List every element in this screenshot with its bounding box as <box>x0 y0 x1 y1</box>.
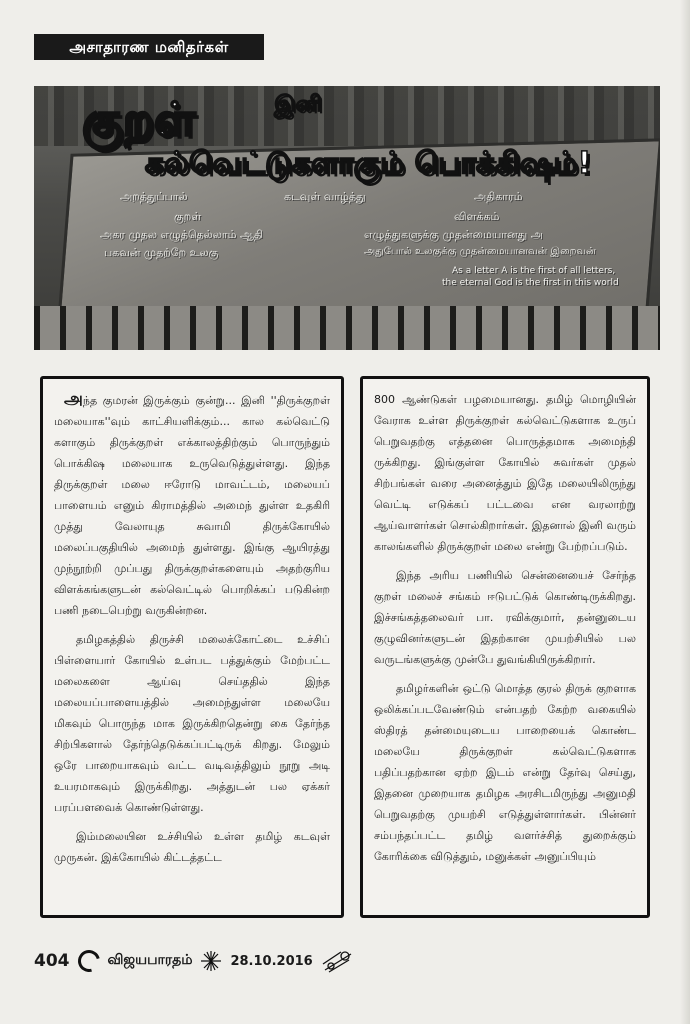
stone-english-text: the eternal God is the first in this world <box>442 278 619 288</box>
magazine-logo-icon <box>73 946 103 976</box>
paragraph: 800 ஆண்டுகள் பழமையானது. தமிழ் மொழியின் வேராக உள்ள திருக்குறள் கல்வெட்டுகளாக உருப் பெறுவதற்கு எத்தனை பொருத்தமாக அமைந்தி ருக்கிறது. இங்குள்ள கோயில் சுவர்கள் முதல் சிற்பங்கள் வரை அனைத்தும் இதே மலையிலிருந்து வெட்டி எடுக்கப் பட்டவை என வரலாற்று ஆய்வாளர்கள் சொல்கிறார்கள். இதனால் இனி வரும் காலங்களில் திருக்குறள் மலை என்று பேற்றப்படும். <box>374 393 636 553</box>
paragraph: தமிழகத்தில் திருச்சி மலைக்கோட்டை உச்சிப் பிள்ளையார் கோயில் உள்பட பத்துக்கும் மேற்பட்ட மலைகளை ஆய்வு செய்ததில் இந்த மலையப்பாளையத்தில் அமைந்துள்ள மலையே மிகவும் பொருந்த மாக இருக்கிறதென்று கை தேர்ந்த சிற்பிகளால் தேர்ந்தெடுக்கப்பட்டிருக் கிறது. மேலும் ஒரே பாறையாகவும் வட்ட வடிவத்திலும் நூறு அடி உயரமாகவும் இருக்கிறது. அத்துடன் பல ஏக்கர் பரப்பளவைக் கொண்டுள்ளது. <box>54 633 330 814</box>
magazine-name: விஜயபாரதம் <box>107 952 193 968</box>
left-column <box>40 376 344 918</box>
paragraph: இந்த அரிய பணியில் சென்னையைச் சேர்ந்த குறள் மலைச் சங்கம் ஈடுபட்டுக் கொண்டிருக்கிறது. இச்சங்கத்தலைவர் பா. ரவிக்குமார், தன்னுடைய குழுவினர்களுடன் இதற்கான முயற்சியில் பல வருடங்களுக்கு முன்பே துவங்கியிருக்கிறார். <box>374 569 636 666</box>
drop-cap: அ <box>64 389 83 409</box>
scan-edge-shadow <box>680 0 690 1024</box>
paragraph <box>54 389 330 621</box>
headline-main: குறள் <box>82 92 196 146</box>
page-footer <box>34 944 364 978</box>
stone-text: பகவன் முதற்றே உலகு <box>104 246 219 259</box>
issue-date: 28.10.2016 <box>230 953 313 969</box>
stone-text: அதிகாரம் <box>474 190 523 203</box>
headline-banner <box>34 86 660 350</box>
fence <box>34 306 660 350</box>
decorative-burst-icon <box>321 948 355 974</box>
stone-english-text: As a letter A is the first of all letters, <box>452 266 616 276</box>
stone-text: அகர முதல எழுத்தெல்லாம் ஆதி <box>100 228 263 241</box>
stone-text: கடவுள் வாழ்த்து <box>284 190 366 203</box>
stone-text: அதுபோல் உலகுக்கு முதன்மையானவன் இறைவன் <box>364 246 596 257</box>
right-column <box>360 376 650 918</box>
stone-text: விளக்கம் <box>454 210 500 223</box>
paragraph: இம்மலையின உச்சியில் உள்ள தமிழ் கடவுள் முருகன். இக்கோயில் கிட்டத்தட்ட <box>54 830 330 864</box>
page-number: 404 <box>34 951 70 971</box>
section-tag: அசாதாரண மனிதர்கள் <box>34 34 264 60</box>
paragraph-text: ந்த குமரன் இருக்கும் குன்று... இனி ''திருக்குறள் மலையாக''வும் காட்சியளிக்கும்... கால கல்வெட்டு களாகும் திருக்குறள் எக்காலத்திற்கும் பொருந்தும் பொக்கிஷ மலையாக உருவெடுத்துள்ளது. இந்த திருக்குறள் மலை ஈரோடு மாவட்டம், மலையப் பாளையம் எனும் கிராமத்தில் அமைந் துள்ள உதகிரி முத்து வேலாயுத சுவாமி திருக்கோயில் மலைப்பகுதியில் அமைந் துள்ளது. இங்கு ஆயிரத்து முந்நூற்றி முப்பது திருக்குறள்களையும் அதற்குரிய விளக்கங்களுடன் கல்வெட்டில் பொறிக்கப் படுகின்ற பணி நடைபெற்று வருகின்றன. <box>54 394 330 617</box>
headline-ini: இனி <box>274 92 322 117</box>
stone-text: அறத்துப்பால் <box>120 190 188 203</box>
starburst-icon <box>200 950 222 972</box>
stone-text: எழுத்துகளுக்கு முதன்மையானது அ <box>364 228 543 241</box>
paragraph: தமிழர்களின் ஒட்டு மொத்த குரல் திருக் குறளாக ஒலிக்கப்படவேண்டும் என்பதற் கேற்ற வகையில் ஸ்திரத் தன்மையுடைய பாறையைக் கொண்ட மலையே திருக்குறள் கல்வெட்டுகளாக பதிப்பதற்கான ஏற்ற இடம் என்று தேர்வு செய்து, இதனை முறையாக தமிழக அரசிடமிருந்து அனுமதி பெறுவதற்கு முயற்சி எடுத்துள்ளார்கள். பின்னர் சம்பந்தப்பட்ட தமிழ் வளர்ச்சித் துறைக்கும் கோரிக்கை விடுத்தும், மனுக்கள் அனுப்பியும் <box>374 682 636 863</box>
stone-text: குறள் <box>174 210 202 223</box>
headline-subtitle: கல்வெட்டுகளாகும் பொக்கிஷம்! <box>144 146 592 181</box>
